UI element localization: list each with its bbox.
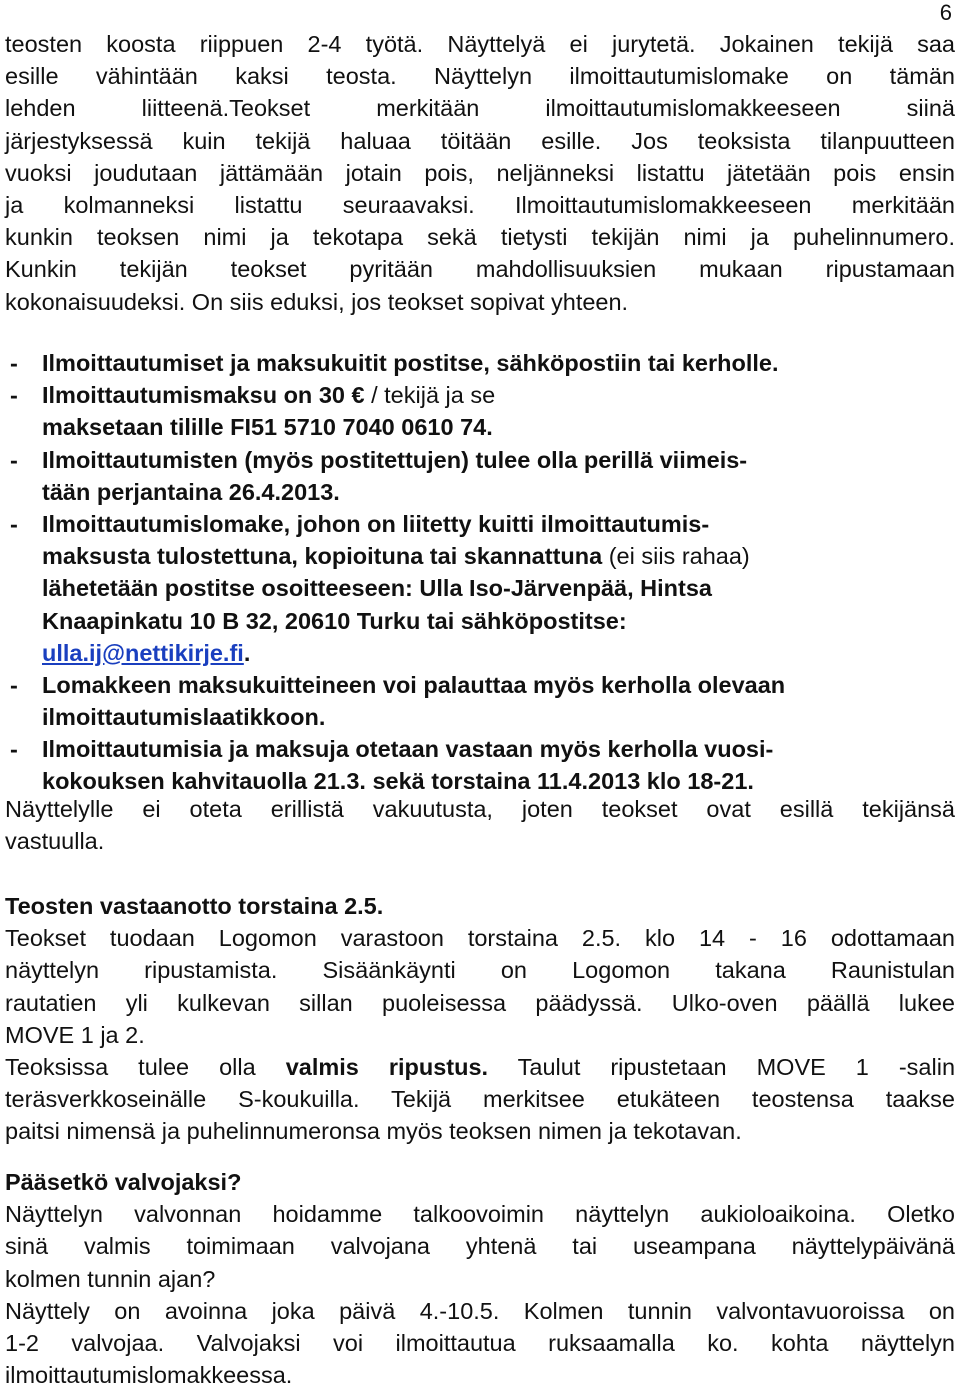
paragraph-line: kolmen tunnin ajan? bbox=[5, 1265, 216, 1292]
account-number: maksetaan tilille FI51 5710 7040 0610 74. bbox=[42, 414, 493, 441]
list-dash: - bbox=[10, 510, 18, 537]
paragraph-line: teräsverkkoseinälle S-koukuilla. Tekijä merkitsee etukäteen teostensa taakse bbox=[5, 1086, 955, 1113]
list-item bbox=[5, 379, 955, 411]
intro-line: lehden liitteenä.Teokset merkitään ilmoittautumislomakkeeseen siinä bbox=[5, 95, 955, 122]
list-item-text: kokouksen kahvitauolla 21.3. sekä torstaina 11.4.2013 klo 18-21. bbox=[42, 768, 754, 795]
postal-address-text: lähetetään postitse osoitteeseen: Ulla Iso-Järvenpää, Hintsa bbox=[42, 575, 712, 602]
list-item-text: / tekijä ja se bbox=[371, 382, 496, 409]
emphasis-text: valmis ripustus. bbox=[285, 1054, 489, 1081]
list-item bbox=[5, 733, 955, 765]
intro-line: ja kolmanneksi listattu seuraavaksi. Ilmoittautumislomakkeeseen merkitään bbox=[5, 192, 955, 219]
paragraph-line bbox=[5, 1051, 955, 1083]
intro-line: kunkin teoksen nimi ja tekotapa sekä tietysti tekijän nimi ja puhelinnumero. bbox=[5, 224, 955, 251]
intro-line: teosten koosta riippuen 2-4 työtä. Näyttelyä ei jurytetä. Jokainen tekijä saa bbox=[5, 31, 955, 57]
reception-section bbox=[5, 890, 955, 1148]
intro-line: esille vähintään kaksi teosta. Näyttelyn ilmoittautumislomake on tämän bbox=[5, 63, 955, 90]
list-item-text: ilmoittautumislaatikkoon. bbox=[42, 704, 326, 731]
list-item-note: (ei siis rahaa) bbox=[608, 543, 750, 570]
paragraph-line: näyttelyn ripustamista. Sisäänkäynti on Logomon takana Raunistulan bbox=[5, 957, 955, 984]
list-item bbox=[5, 669, 955, 701]
street-address-text: Knaapinkatu 10 B 32, 20610 Turku tai sähköpostitse: bbox=[42, 607, 627, 634]
paragraph-line: sinä valmis toimimaan valvojana yhtenä tai useampana näyttelypäivänä bbox=[5, 1233, 955, 1260]
paragraph-line: rautatien yli kulkevan sillan puoleisessa päädyssä. Ulko-oven päällä lukee bbox=[5, 989, 955, 1016]
instructions-list bbox=[5, 347, 955, 798]
list-dash: - bbox=[10, 382, 18, 409]
email-period: . bbox=[243, 639, 251, 666]
paragraph-line: vastuulla. bbox=[5, 828, 105, 855]
list-item-continuation bbox=[5, 637, 955, 669]
list-dash: - bbox=[10, 446, 18, 473]
euro-sign: € bbox=[351, 382, 365, 409]
list-item-text: Ilmoittautumislomake, johon on liitetty kuitti ilmoittautumis- bbox=[42, 510, 710, 537]
intro-line: kokonaisuudeksi. On siis eduksi, jos teokset sopivat yhteen. bbox=[5, 288, 629, 315]
intro-line: vuoksi joudutaan jättämään jotain pois, neljänneksi listattu jätetään pois ensin bbox=[5, 159, 955, 186]
email-link[interactable]: ulla.ij@nettikirje.fi bbox=[42, 639, 244, 666]
paragraph-line: ilmoittautumislomakkeessa. bbox=[5, 1362, 293, 1389]
list-item-continuation bbox=[5, 411, 955, 443]
section-heading: Pääsetkö valvojaksi? bbox=[5, 1169, 242, 1195]
section-heading: Teosten vastaanotto torstaina 2.5. bbox=[5, 893, 384, 919]
text-run: Teoksissa tulee olla bbox=[5, 1054, 256, 1081]
paragraph-line: MOVE 1 ja 2. bbox=[5, 1021, 145, 1048]
deadline-text: tään perjantaina 26.4.2013. bbox=[42, 478, 340, 505]
paragraph-line: Näyttely on avoinna joka päivä 4.-10.5. Kolmen tunnin valvontavuoroissa on bbox=[5, 1297, 955, 1324]
insurance-paragraph bbox=[5, 793, 955, 857]
list-item-continuation bbox=[5, 540, 955, 572]
list-dash: - bbox=[10, 350, 18, 376]
intro-line: Kunkin tekijän teokset pyritään mahdollisuuksien mukaan ripustamaan bbox=[5, 256, 955, 283]
list-item-continuation bbox=[5, 572, 955, 604]
intro-paragraph bbox=[5, 28, 955, 318]
text-run: Taulut ripustetaan MOVE 1 -salin bbox=[517, 1054, 956, 1081]
list-item-text: Ilmoittautumiset ja maksukuitit postitse, sähköpostiin tai kerholle. bbox=[42, 350, 779, 376]
list-item bbox=[5, 444, 955, 476]
guard-section bbox=[5, 1166, 955, 1391]
list-item-text: Lomakkeen maksukuitteineen voi palauttaa myös kerholla olevaan bbox=[42, 671, 786, 698]
paragraph-line: Teokset tuodaan Logomon varastoon torstaina 2.5. klo 14 - 16 odottamaan bbox=[5, 925, 955, 952]
list-dash: - bbox=[10, 736, 18, 763]
list-item-text: Ilmoittautumisia ja maksuja otetaan vastaan myös kerholla vuosi- bbox=[42, 736, 774, 763]
list-item bbox=[5, 508, 955, 540]
list-item-text: Ilmoittautumismaksu on 30 bbox=[42, 382, 345, 409]
page-number: 6 bbox=[939, 0, 952, 25]
intro-line: järjestyksessä kuin tekijä haluaa töitään esille. Jos teoksista tilanpuutteen bbox=[5, 127, 955, 154]
paragraph-line: Näyttelyn valvonnan hoidamme talkoovoimin näyttelyn aukioloaikoina. Oletko bbox=[5, 1201, 955, 1228]
list-item-continuation bbox=[5, 476, 955, 508]
paragraph-line: paitsi nimensä ja puhelinnumeronsa myös teoksen nimen ja tekotavan. bbox=[5, 1118, 742, 1145]
paragraph-line: Näyttelylle ei oteta erillistä vakuutusta, joten teokset ovat esillä tekijänsä bbox=[5, 796, 955, 822]
list-item-continuation bbox=[5, 701, 955, 733]
list-item-text: Ilmoittautumisten (myös postitettujen) tulee olla perillä viimeis- bbox=[42, 446, 748, 473]
list-dash: - bbox=[10, 671, 18, 698]
paragraph-line: 1-2 valvojaa. Valvojaksi voi ilmoittautua ruksaamalla ko. kohta näyttelyn bbox=[5, 1330, 955, 1357]
list-item bbox=[5, 347, 955, 379]
list-item-continuation bbox=[5, 605, 955, 637]
list-item-text: maksusta tulostettuna, kopioituna tai skannattuna bbox=[42, 543, 603, 570]
